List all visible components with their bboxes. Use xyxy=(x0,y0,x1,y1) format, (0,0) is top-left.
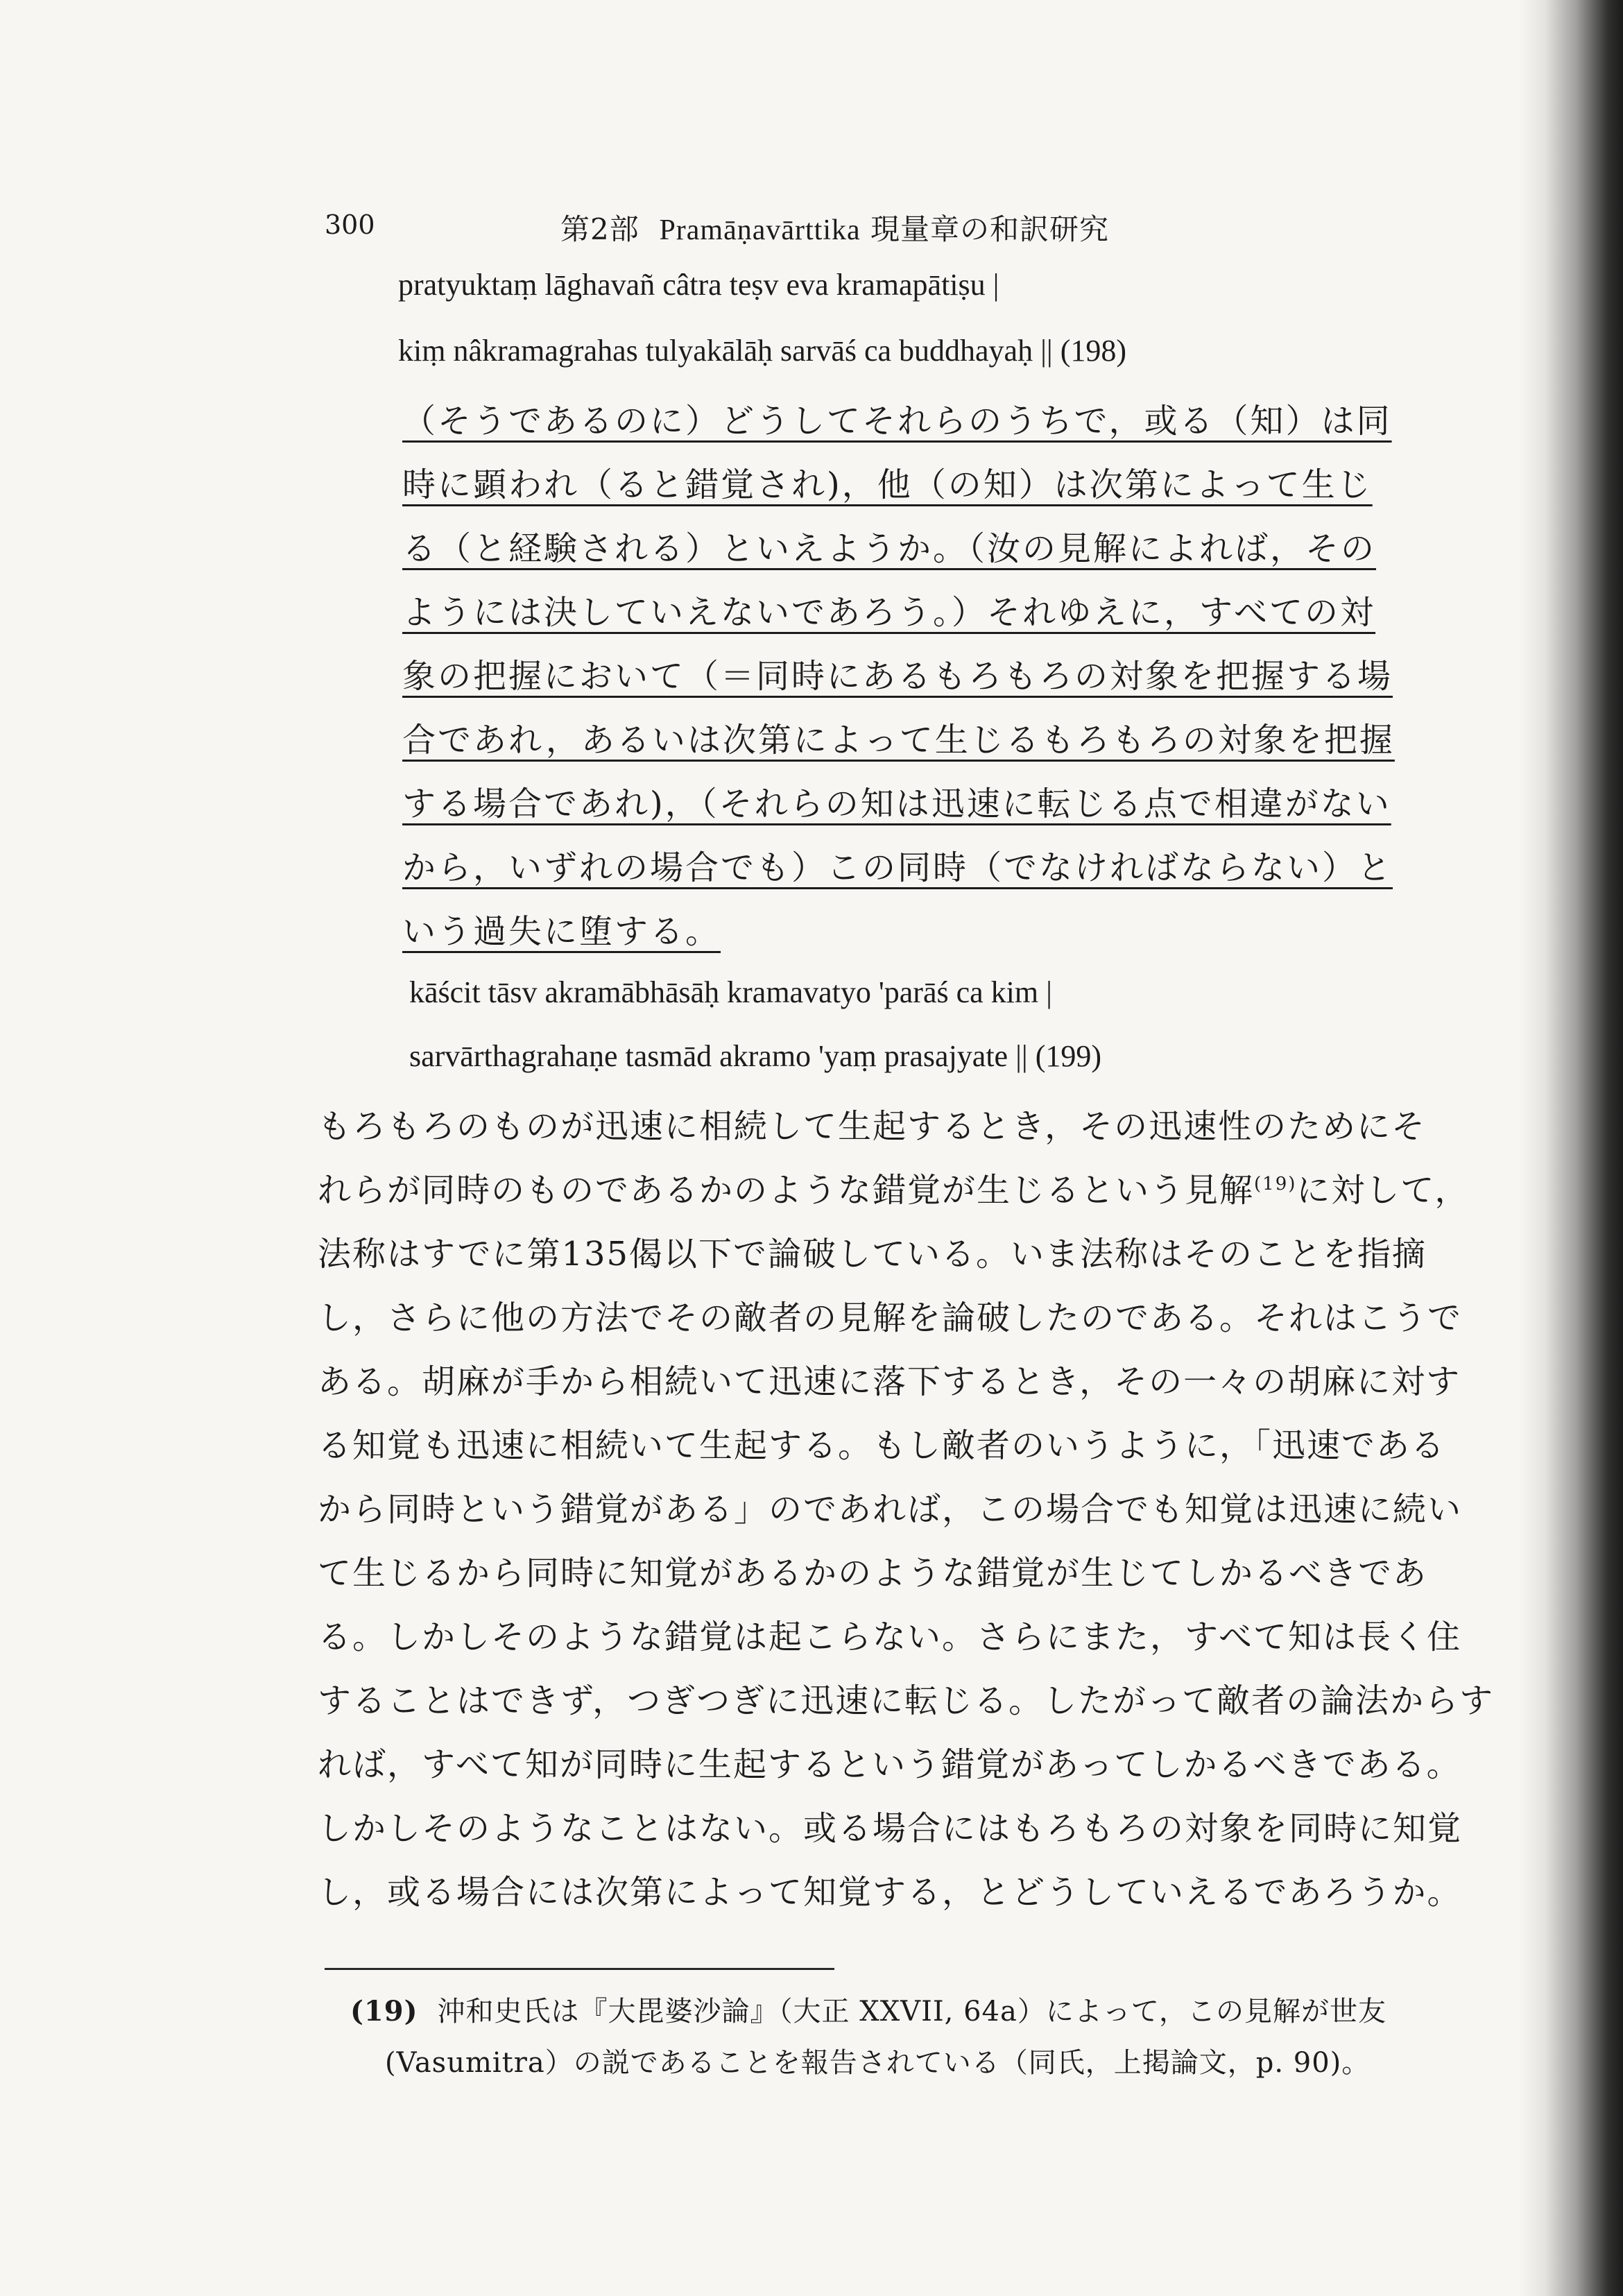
commentary-line: れらが同時のものであるかのような錯覚が生じるという見解$^{(19)}$に対して， xyxy=(318,1171,1470,1210)
commentary-line: ある。胡麻が手から相続いて迅速に落下するとき，その一々の胡麻に対す xyxy=(318,1362,1461,1401)
part-label: 第2部 xyxy=(560,212,639,246)
translation-line: る（と経験される）といえようか。（汝の見解によれば，その xyxy=(402,529,1377,568)
footnote-line-1: (19) 沖和史氏は『大毘婆沙論』（大正 XXVII, 64a）によって，この見解が世友 xyxy=(350,1995,1387,2028)
scan-shadow-edge xyxy=(1519,0,1623,2296)
footnote-ref: (19) xyxy=(1254,1174,1297,1194)
footnote-number: (19) xyxy=(350,1995,418,2028)
commentary-line: る知覚も迅速に相続いて生起する。もし敵者のいうように，「迅速である xyxy=(318,1426,1446,1465)
commentary-line: することはできず，つぎつぎに迅速に転じる。したがって敵者の論法からす xyxy=(318,1681,1495,1720)
translation-line: いう過失に堕する。 xyxy=(402,912,721,951)
commentary-line: 法称はすでに第135偈以下で論破している。いま法称はそのことを指摘 xyxy=(318,1235,1427,1274)
translation-line: する場合であれ)，（それらの知は迅速に転じる点で相違がない xyxy=(402,785,1391,823)
verse-198-line-1: pratyuktaṃ lāghavañ câtra teṣv eva kramapātiṣu | xyxy=(398,268,999,302)
translation-line: 合であれ，あるいは次第によって生じるもろもろの対象を把握 xyxy=(402,721,1395,760)
translation-line: （そうであるのに）どうしてそれらのうちで，或る（知）は同 xyxy=(402,402,1392,440)
translation-line: 時に顕われ（ると錯覚され)，他（の知）は次第によって生じ xyxy=(402,465,1373,504)
commentary-line: れば，すべて知が同時に生起するという錯覚があってしかるべきである。 xyxy=(318,1745,1461,1784)
verse-199-line-1: kāścit tāsv akramābhāsāḥ kramavatyo 'parāś ca kim | xyxy=(409,975,1052,1009)
translation-line: 象の把握において（＝同時にあるもろもろの対象を把握する場 xyxy=(402,657,1393,696)
verse-198-line-2: kiṃ nâkramagrahas tulyakālāḥ sarvāś ca buddhayaḥ || (198) xyxy=(398,334,1127,368)
commentary-line: から同時という錯覚がある」のであれば，この場合でも知覚は迅速に続い xyxy=(318,1490,1463,1529)
page-number: 300 xyxy=(325,209,375,240)
title-jp: 現量章の和訳研究 xyxy=(870,212,1110,246)
commentary-line: て生じるから同時に知覚があるかのような錯覚が生じてしかるべきであ xyxy=(318,1554,1428,1593)
verse-199-line-2: sarvārthagrahaṇe tasmād akramo 'yaṃ prasajyate || (199) xyxy=(409,1039,1101,1073)
running-head xyxy=(560,207,1109,248)
translation-line: ようには決していえないであろう。）それゆえに，すべての対 xyxy=(402,593,1376,632)
footnote-divider xyxy=(325,1968,834,1970)
commentary-line: し，さらに他の方法でその敵者の見解を論破したのである。それはこうで xyxy=(318,1299,1463,1337)
translation-line: から，いずれの場合でも）この同時（でなければならない）と xyxy=(402,848,1393,887)
footnote-line-2: (Vasumitra）の説であることを報告されている（同氏，上掲論文，p. 90)。 xyxy=(385,2047,1371,2079)
title-roman: Pramāṇavārttika xyxy=(659,214,861,246)
commentary-line: し，或る場合には次第によって知覚する，とどうしていえるであろうか。 xyxy=(318,1873,1462,1912)
commentary-line: る。しかしそのような錯覚は起こらない。さらにまた，すべて知は長く住 xyxy=(318,1618,1462,1656)
commentary-line: もろもろのものが迅速に相続して生起するとき，その迅速性のためにそ xyxy=(318,1107,1427,1146)
commentary-line: しかしそのようなことはない。或る場合にはもろもろの対象を同時に知覚 xyxy=(318,1809,1463,1848)
